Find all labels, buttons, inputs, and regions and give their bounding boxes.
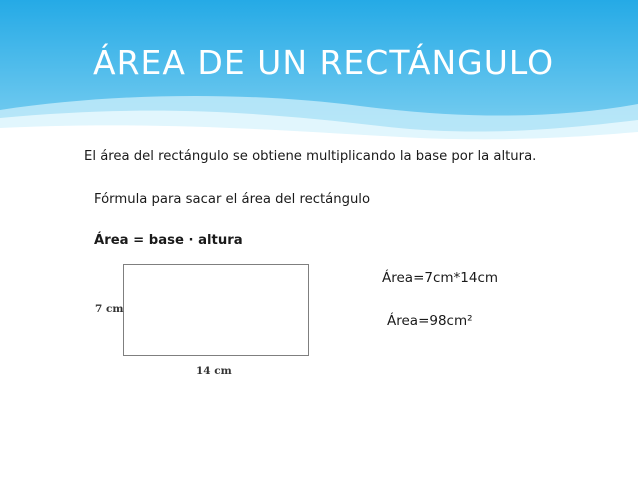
- width-label: 14 cm: [196, 365, 232, 377]
- formula-heading: Fórmula para sacar el área del rectángulo: [94, 192, 371, 207]
- slide-title: ÁREA DE UN RECTÁNGULO: [93, 43, 555, 82]
- intro-text: El área del rectángulo se obtiene multiplicando la base por la altura.: [84, 149, 537, 164]
- rectangle-figure: [123, 264, 309, 356]
- title-banner: [0, 0, 638, 140]
- calculation-step: Área=7cm*14cm: [382, 270, 499, 286]
- calculation-result: Área=98cm²: [387, 313, 473, 329]
- height-label: 7 cm: [95, 303, 124, 315]
- formula: Área = base · altura: [94, 233, 243, 248]
